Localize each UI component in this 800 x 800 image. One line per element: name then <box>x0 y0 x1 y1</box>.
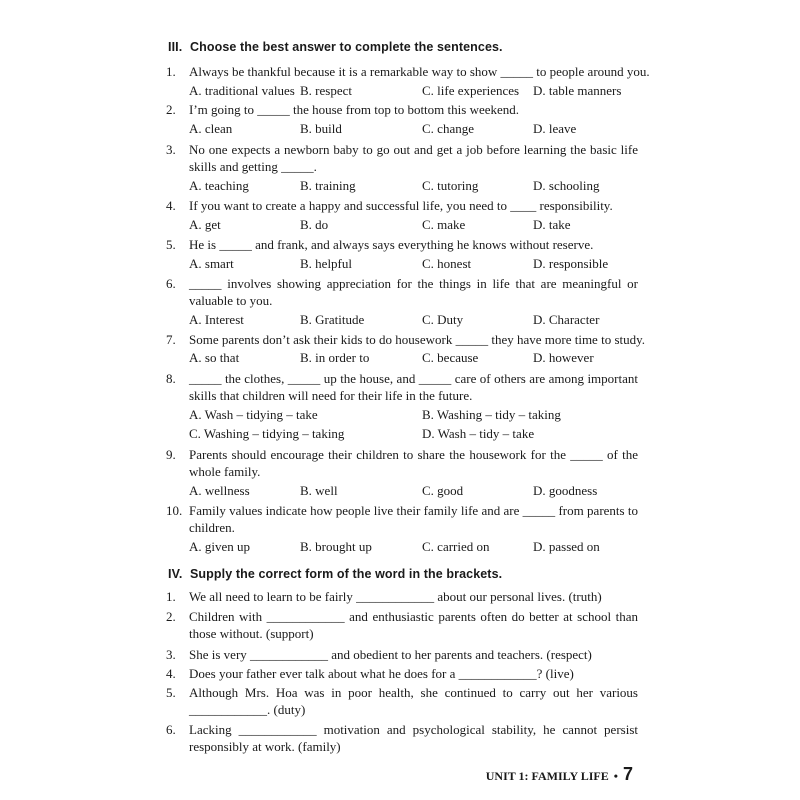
option-c: C. make <box>422 217 466 232</box>
option-a: A. teaching <box>189 178 249 193</box>
question-number: 8. <box>166 371 176 386</box>
option-a: A. given up <box>189 539 251 554</box>
question-number: 3. <box>166 142 176 157</box>
option-d: D. passed on <box>533 539 600 554</box>
question-number: 5. <box>166 685 176 700</box>
options-3-1 <box>189 83 639 100</box>
question-3-7 <box>166 331 646 348</box>
option-c: C. life experiences <box>422 83 520 98</box>
option-c: C. carried on <box>422 539 490 554</box>
question-number: 2. <box>166 102 176 117</box>
option-a: A. wellness <box>189 483 250 498</box>
question-number: 3. <box>166 647 176 662</box>
question-3-1 <box>166 63 650 80</box>
option-d: D. take <box>533 217 571 232</box>
option-d: D. goodness <box>533 483 598 498</box>
question-text: Some parents don’t ask their kids to do housework _____ they have more time to study. <box>189 332 646 347</box>
question-3-8 <box>166 370 638 404</box>
option-b: B. Washing – tidy – taking <box>422 407 561 422</box>
option-c: C. good <box>422 483 464 498</box>
section-4-heading <box>168 567 502 581</box>
option-d: D. leave <box>533 121 577 136</box>
question-number: 4. <box>166 666 176 681</box>
section-3-title: Choose the best answer to complete the sentences. <box>190 40 503 54</box>
option-a: A. traditional values <box>189 83 295 98</box>
option-c: C. tutoring <box>422 178 479 193</box>
option-d: D. table manners <box>533 83 622 98</box>
option-d: D. Wash – tidy – take <box>422 426 535 441</box>
options-3-7 <box>189 350 639 367</box>
section-4-title: Supply the correct form of the word in the brackets. <box>190 567 503 581</box>
page-footer <box>486 764 633 785</box>
question-number: 9. <box>166 447 176 462</box>
option-b: B. helpful <box>300 256 352 271</box>
question-4-3 <box>166 646 638 663</box>
question-text: She is very ____________ and obedient to her parents and teachers. (respect) <box>189 647 592 662</box>
question-text: If you want to create a happy and successful life, you need to ____ responsibility. <box>189 198 613 213</box>
options-3-2 <box>189 121 639 138</box>
option-b: B. do <box>300 217 329 232</box>
question-3-6 <box>166 275 638 309</box>
question-number: 4. <box>166 198 176 213</box>
question-text: Family values indicate how people live their family life and are _____ from parents to children. <box>189 503 638 535</box>
question-number: 6. <box>166 722 176 737</box>
question-3-10 <box>166 502 638 536</box>
question-text: Parents should encourage their children to share the housework for the _____ of the whole family. <box>189 447 638 479</box>
option-d: D. responsible <box>533 256 609 271</box>
option-a: A. Interest <box>189 312 244 327</box>
question-3-4 <box>166 197 638 214</box>
question-number: 6. <box>166 276 176 291</box>
question-number: 1. <box>166 589 176 604</box>
options-3-9 <box>189 483 639 500</box>
option-b: B. well <box>300 483 338 498</box>
question-number: 7. <box>166 332 176 347</box>
section-3-numeral: III. <box>168 40 183 54</box>
question-4-4 <box>166 665 638 682</box>
option-b: B. Gratitude <box>300 312 365 327</box>
question-text: _____ involves showing appreciation for the things in life that are meaningful or valuable to you. <box>189 276 638 308</box>
option-c: C. Duty <box>422 312 464 327</box>
option-d: D. however <box>533 350 594 365</box>
question-4-2 <box>166 608 638 642</box>
option-a: A. get <box>189 217 221 232</box>
question-number: 1. <box>166 64 176 79</box>
options-3-4 <box>189 217 639 234</box>
question-text: I’m going to _____ the house from top to bottom this weekend. <box>189 102 520 117</box>
footer-separator: • <box>613 769 618 783</box>
question-text: Lacking ____________ motivation and psychological stability, he cannot persist responsibly at work. (family) <box>189 722 638 754</box>
option-d: D. schooling <box>533 178 600 193</box>
question-number: 10. <box>166 503 183 518</box>
question-text: Although Mrs. Hoa was in poor health, she continued to carry out her various ____________. (duty) <box>189 685 638 717</box>
question-4-5 <box>166 684 638 718</box>
option-b: B. in order to <box>300 350 370 365</box>
section-4-numeral: IV. <box>168 567 183 581</box>
question-text: He is _____ and frank, and always says everything he knows without reserve. <box>189 237 594 252</box>
question-text: Always be thankful because it is a remarkable way to show _____ to people around you. <box>189 64 650 79</box>
option-b: B. training <box>300 178 356 193</box>
question-text: We all need to learn to be fairly ____________ about our personal lives. (truth) <box>189 589 602 604</box>
question-number: 5. <box>166 237 176 252</box>
unit-label: UNIT 1: FAMILY LIFE <box>485 769 609 783</box>
option-a: A. clean <box>189 121 233 136</box>
options-3-8-row2 <box>189 426 639 443</box>
question-text: _____ the clothes, _____ up the house, and _____ care of others are among important skills that children will need for their life in the future. <box>189 371 638 403</box>
question-text: Children with ____________ and enthusiastic parents often do better at school than those without. (support) <box>189 609 638 641</box>
question-4-6 <box>166 721 638 755</box>
question-3-2 <box>166 101 638 118</box>
option-a: A. smart <box>189 256 234 271</box>
options-3-10 <box>189 539 639 556</box>
option-c: C. change <box>422 121 474 136</box>
options-3-6 <box>189 312 639 329</box>
option-d: D. Character <box>533 312 600 327</box>
question-3-5 <box>166 236 638 253</box>
option-a: A. so that <box>189 350 240 365</box>
options-3-5 <box>189 256 639 273</box>
question-3-3 <box>166 141 638 175</box>
option-c: C. Washing – tidying – taking <box>189 426 345 441</box>
option-b: B. brought up <box>300 539 372 554</box>
page-number: 7 <box>622 764 633 784</box>
question-number: 2. <box>166 609 176 624</box>
option-a: A. Wash – tidying – take <box>189 407 318 422</box>
option-b: B. respect <box>300 83 352 98</box>
question-3-9 <box>166 446 638 480</box>
question-text: Does your father ever talk about what he does for a ____________? (live) <box>189 666 574 681</box>
option-c: C. because <box>422 350 479 365</box>
option-b: B. build <box>300 121 342 136</box>
section-3-heading <box>168 40 503 54</box>
options-3-3 <box>189 178 639 195</box>
option-c: C. honest <box>422 256 472 271</box>
options-3-8-row1 <box>189 407 639 424</box>
question-text: No one expects a newborn baby to go out and get a job before learning the basic life skills and getting _____. <box>189 142 638 174</box>
question-4-1 <box>166 588 638 605</box>
